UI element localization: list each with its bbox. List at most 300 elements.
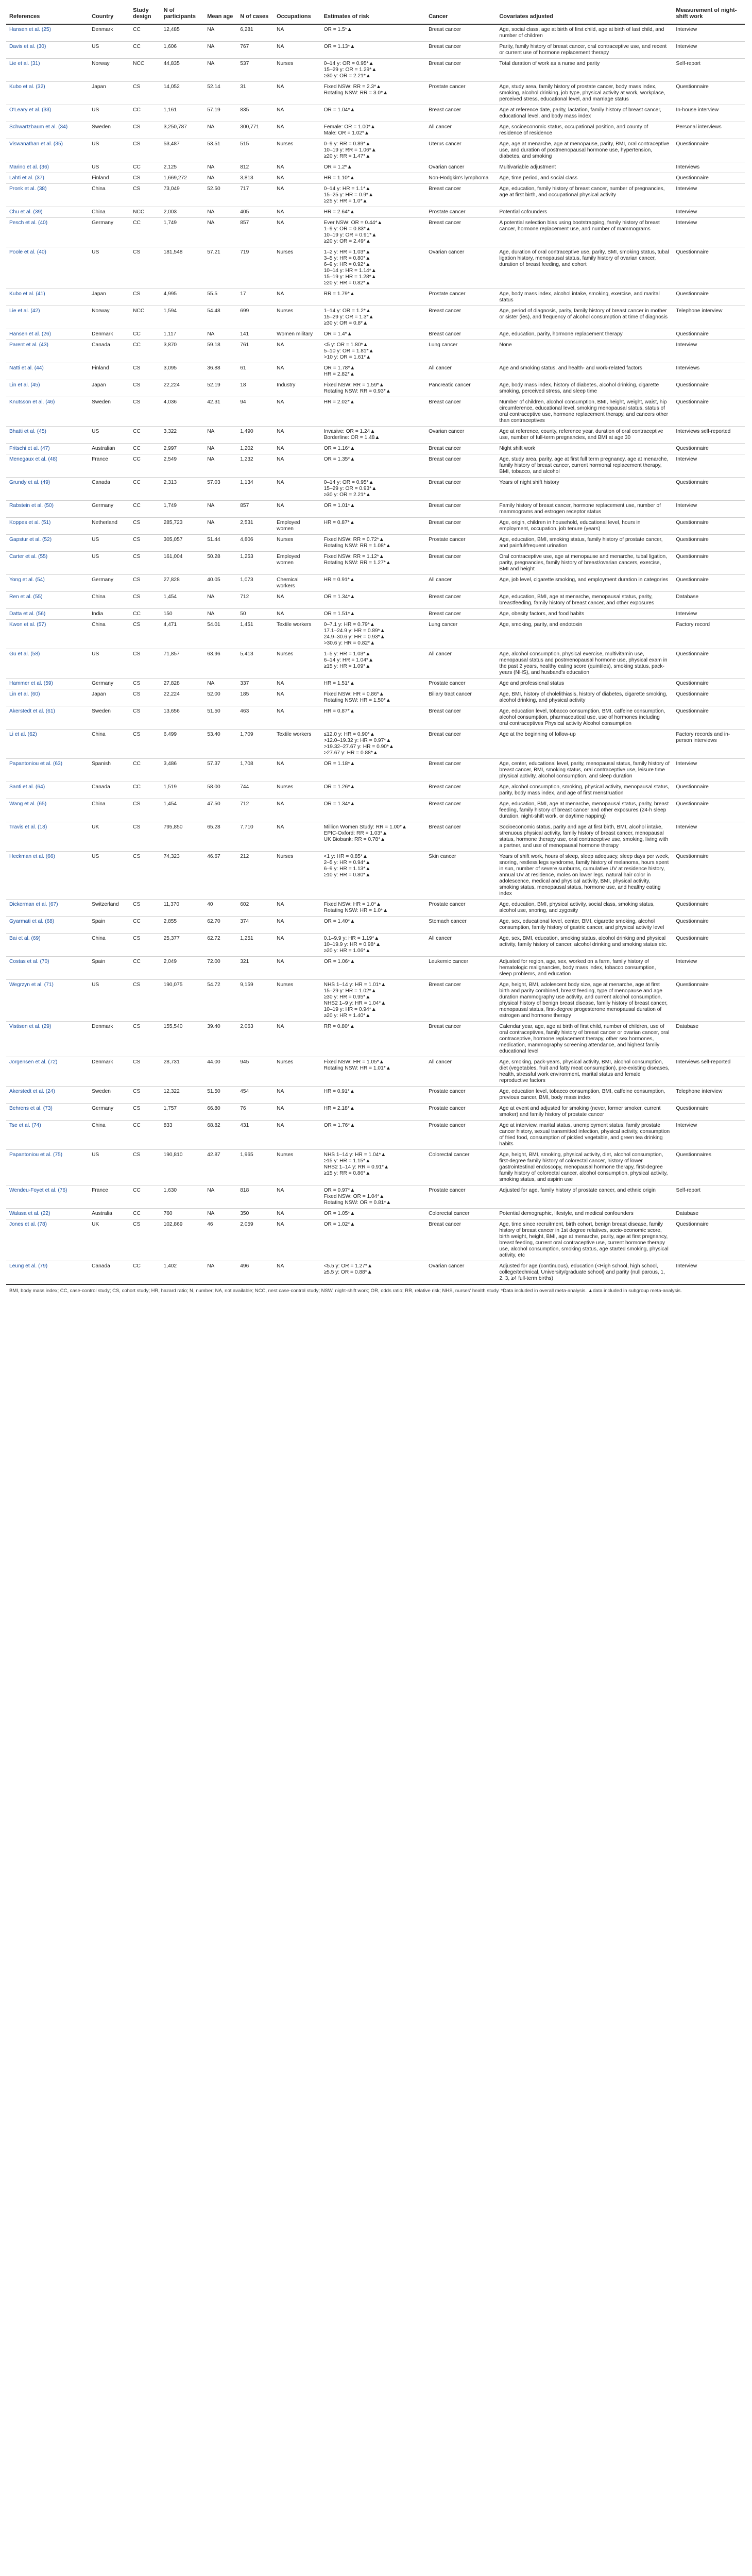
cell-reference[interactable]: Pronk et al. (38) bbox=[6, 184, 89, 207]
cell-occupation: Chemical workers bbox=[274, 575, 320, 592]
cell-reference[interactable]: Lin et al. (60) bbox=[6, 689, 89, 706]
cell-participants: 3,095 bbox=[161, 363, 204, 380]
cell-mean-age: 39.40 bbox=[204, 1022, 237, 1057]
cell-cases: 712 bbox=[237, 592, 274, 609]
cell-estimates: 1–14 y: OR = 1.2*▲ 15–29 y: OR = 1.3*▲ ≥30 y: OR = 0.8*▲ bbox=[321, 306, 426, 329]
cell-reference[interactable]: Viswanathan et al. (35) bbox=[6, 139, 89, 162]
cell-reference[interactable]: Wendeu-Foyet et al. (76) bbox=[6, 1185, 89, 1209]
cell-country: UK bbox=[89, 1219, 130, 1261]
cell-participants: 27,828 bbox=[161, 679, 204, 689]
cell-reference[interactable]: Lin et al. (45) bbox=[6, 380, 89, 397]
cell-participants: 1,630 bbox=[161, 1185, 204, 1209]
cell-reference[interactable]: Poole et al. (40) bbox=[6, 247, 89, 289]
cell-country: Sweden bbox=[89, 706, 130, 730]
cell-covariates: Number of children, alcohol consumption, BMI, height, weight, waist, hip circumference, educational level, smoking menopausal status, status of oral contraceptive use, hormone replacement therapy, and cancers other than contraceptives bbox=[496, 397, 673, 427]
cell-participants: 27,828 bbox=[161, 575, 204, 592]
cell-measurement: Interview bbox=[673, 1121, 745, 1150]
cell-participants: 1,606 bbox=[161, 42, 204, 59]
cell-study-design: CS bbox=[130, 380, 160, 397]
cell-reference[interactable]: Papantoniou et al. (63) bbox=[6, 759, 89, 782]
cell-country: Spain bbox=[89, 957, 130, 980]
cell-mean-age: 62.70 bbox=[204, 917, 237, 934]
cell-cases: 1,073 bbox=[237, 575, 274, 592]
cell-mean-age: NA bbox=[204, 24, 237, 42]
cell-reference[interactable]: Marino et al. (36) bbox=[6, 162, 89, 173]
cell-participants: 53,487 bbox=[161, 139, 204, 162]
cell-reference[interactable]: Wang et al. (65) bbox=[6, 799, 89, 822]
cell-cases: 537 bbox=[237, 59, 274, 82]
cell-study-design: CC bbox=[130, 218, 160, 247]
cell-reference[interactable]: Rabstein et al. (50) bbox=[6, 501, 89, 518]
table-row bbox=[6, 1022, 745, 1057]
cell-mean-age: 52.00 bbox=[204, 689, 237, 706]
cell-country: Sweden bbox=[89, 1087, 130, 1104]
table-row bbox=[6, 184, 745, 207]
cell-occupation: NA bbox=[274, 444, 320, 454]
cell-reference[interactable]: Bai et al. (69) bbox=[6, 934, 89, 957]
cell-occupation: NA bbox=[274, 289, 320, 306]
cell-measurement: Personal interviews bbox=[673, 122, 745, 139]
cell-study-design: CC bbox=[130, 340, 160, 363]
table-row bbox=[6, 289, 745, 306]
cell-study-design: CS bbox=[130, 822, 160, 852]
cell-reference[interactable]: Jorgensen et al. (72) bbox=[6, 1057, 89, 1087]
cell-mean-age: NA bbox=[204, 1261, 237, 1284]
cell-mean-age: 36.88 bbox=[204, 363, 237, 380]
cell-occupation: NA bbox=[274, 42, 320, 59]
cell-reference[interactable]: Hammer et al. (59) bbox=[6, 679, 89, 689]
cell-cancer: Breast cancer bbox=[425, 822, 496, 852]
cell-cases: 337 bbox=[237, 679, 274, 689]
cell-country: Netherland bbox=[89, 518, 130, 535]
cell-participants: 1,757 bbox=[161, 1104, 204, 1121]
table-row bbox=[6, 122, 745, 139]
cell-participants: 22,224 bbox=[161, 380, 204, 397]
cell-reference[interactable]: Parent et al. (43) bbox=[6, 340, 89, 363]
cell-reference[interactable]: Dickerman et al. (67) bbox=[6, 900, 89, 917]
cell-reference[interactable]: Carter et al. (55) bbox=[6, 552, 89, 575]
cell-covariates: Age, sex, educational level, center, BMI, cigarette smoking, alcohol consumption, family history of gastric cancer, and physical activity level bbox=[496, 917, 673, 934]
cell-covariates: A potential selection bias using bootstrapping, family history of breast cancer, hormone replacement use, and number of mammograms bbox=[496, 218, 673, 247]
cell-occupation: Women military bbox=[274, 329, 320, 340]
cell-cases: 1,232 bbox=[237, 454, 274, 478]
cell-measurement: Interview bbox=[673, 218, 745, 247]
cell-mean-age: NA bbox=[204, 1185, 237, 1209]
cell-estimates: OR = 1.02*▲ bbox=[321, 1219, 426, 1261]
cell-estimates: HR = 1.51*▲ bbox=[321, 679, 426, 689]
cell-measurement: Questionnaire bbox=[673, 444, 745, 454]
cell-participants: 4,995 bbox=[161, 289, 204, 306]
cell-cancer: All cancer bbox=[425, 575, 496, 592]
cell-country: Finland bbox=[89, 173, 130, 184]
cell-participants: 1,161 bbox=[161, 105, 204, 122]
cell-reference[interactable]: Chu et al. (39) bbox=[6, 207, 89, 218]
cell-cancer: Leukemic cancer bbox=[425, 957, 496, 980]
cell-occupation: NA bbox=[274, 917, 320, 934]
cell-country: Denmark bbox=[89, 24, 130, 42]
cell-estimates: OR = 1.13*▲ bbox=[321, 42, 426, 59]
cell-reference[interactable]: Menegaux et al. (48) bbox=[6, 454, 89, 478]
cell-reference[interactable]: Akerstedt et al. (61) bbox=[6, 706, 89, 730]
cell-measurement: Questionnaire bbox=[673, 799, 745, 822]
cell-covariates: Age, period of diagnosis, parity, family history of breast cancer in mother or sister (ies), and frequency of alcohol consumption at time of diagnosis bbox=[496, 306, 673, 329]
cell-study-design: CS bbox=[130, 689, 160, 706]
cell-reference[interactable]: Wegrzyn et al. (71) bbox=[6, 980, 89, 1022]
cell-country: US bbox=[89, 852, 130, 900]
cell-reference[interactable]: Kubo et al. (41) bbox=[6, 289, 89, 306]
table-row bbox=[6, 799, 745, 822]
cell-mean-age: NA bbox=[204, 207, 237, 218]
cell-study-design: CS bbox=[130, 518, 160, 535]
cell-reference[interactable]: Yong et al. (54) bbox=[6, 575, 89, 592]
cell-measurement: Interview bbox=[673, 501, 745, 518]
cell-covariates: Age, center, educational level, parity, menopausal status, family history of breast cancer, BMI, smoking status, oral contraceptive use, leisure time physical activity, alcohol consumption, and sleep duration bbox=[496, 759, 673, 782]
cell-mean-age: 62.72 bbox=[204, 934, 237, 957]
cell-mean-age: 55.5 bbox=[204, 289, 237, 306]
cell-mean-age: NA bbox=[204, 218, 237, 247]
cell-reference[interactable]: O'Leary et al. (33) bbox=[6, 105, 89, 122]
cell-mean-age: 57.37 bbox=[204, 759, 237, 782]
cell-measurement: Self-report bbox=[673, 59, 745, 82]
cell-occupation: NA bbox=[274, 679, 320, 689]
cell-participants: 760 bbox=[161, 1209, 204, 1219]
cell-reference[interactable]: Datta et al. (56) bbox=[6, 609, 89, 620]
cell-measurement: Questionnaire bbox=[673, 82, 745, 105]
cell-participants: 3,322 bbox=[161, 427, 204, 444]
cell-cancer: Breast cancer bbox=[425, 782, 496, 799]
cell-occupation: NA bbox=[274, 706, 320, 730]
cell-reference[interactable]: Lahti et al. (37) bbox=[6, 173, 89, 184]
cell-measurement: Questionnaire bbox=[673, 289, 745, 306]
cell-mean-age: 51.50 bbox=[204, 1087, 237, 1104]
cell-covariates: Age, body mass index, history of diabetes, alcohol drinking, cigarette smoking, perceived stress, and sleep time bbox=[496, 380, 673, 397]
table-row bbox=[6, 552, 745, 575]
table-row bbox=[6, 620, 745, 649]
cell-occupation: Employed women bbox=[274, 518, 320, 535]
cell-measurement: Database bbox=[673, 1022, 745, 1057]
header-country: Country bbox=[89, 4, 130, 24]
cell-cancer: Breast cancer bbox=[425, 478, 496, 501]
cell-occupation: NA bbox=[274, 1087, 320, 1104]
cell-estimates: Fixed NSW: RR = 0.72*▲ Rotating NSW: RR = 1.08*▲ bbox=[321, 535, 426, 552]
cell-cancer: Prostate cancer bbox=[425, 900, 496, 917]
cell-reference[interactable]: Fritschi et al. (47) bbox=[6, 444, 89, 454]
cell-reference[interactable]: Leung et al. (79) bbox=[6, 1261, 89, 1284]
cell-cancer: Breast cancer bbox=[425, 454, 496, 478]
cell-reference[interactable]: Ren et al. (55) bbox=[6, 592, 89, 609]
cell-estimates: HR = 2.18*▲ bbox=[321, 1104, 426, 1121]
cell-country: UK bbox=[89, 822, 130, 852]
cell-cases: 405 bbox=[237, 207, 274, 218]
cell-estimates: 0–9 y: RR = 0.89*▲ 10–19 y: RR = 1.06*▲ ≥20 y: RR = 1.47*▲ bbox=[321, 139, 426, 162]
cell-cases: 2,063 bbox=[237, 1022, 274, 1057]
cell-cancer: Ovarian cancer bbox=[425, 162, 496, 173]
cell-measurement: Questionnaire bbox=[673, 329, 745, 340]
cell-measurement: Questionnaires bbox=[673, 1150, 745, 1185]
cell-country: Japan bbox=[89, 689, 130, 706]
cell-measurement: Questionnaire bbox=[673, 1104, 745, 1121]
cell-measurement: Interview bbox=[673, 609, 745, 620]
cell-cancer: All cancer bbox=[425, 122, 496, 139]
cell-reference[interactable]: Schwartzbaum et al. (34) bbox=[6, 122, 89, 139]
table-row bbox=[6, 59, 745, 82]
cell-mean-age: NA bbox=[204, 679, 237, 689]
cell-measurement: Interview bbox=[673, 822, 745, 852]
cell-covariates: Age, height, BMI, adolescent body size, age at menarche, age at first birth and parity combined, breast feeding, type of menopause and age duration mammography use activity, and current alcohol consumption, physical history of benign breast disease, family history of breast cancer, menopausal status, first-degree progesterone menopausal duration of estrogen and hormone therapy bbox=[496, 980, 673, 1022]
cell-mean-age: 57.03 bbox=[204, 478, 237, 501]
table-row bbox=[6, 689, 745, 706]
cell-covariates: Age at reference, county, reference year, duration of oral contraceptive use, number of full-term pregnancies, and BMI at age 30 bbox=[496, 427, 673, 444]
cell-country: Australia bbox=[89, 1209, 130, 1219]
cell-cancer: Breast cancer bbox=[425, 799, 496, 822]
cell-cases: 515 bbox=[237, 139, 274, 162]
cell-reference[interactable]: Knutsson et al. (46) bbox=[6, 397, 89, 427]
cell-measurement: Telephone interview bbox=[673, 1087, 745, 1104]
cell-study-design: CC bbox=[130, 501, 160, 518]
cell-reference[interactable]: Lie et al. (42) bbox=[6, 306, 89, 329]
cell-reference[interactable]: Gu et al. (58) bbox=[6, 649, 89, 679]
cell-cancer: Breast cancer bbox=[425, 306, 496, 329]
cell-cancer: Breast cancer bbox=[425, 609, 496, 620]
cell-reference[interactable]: Costas et al. (70) bbox=[6, 957, 89, 980]
cell-cases: 50 bbox=[237, 609, 274, 620]
cell-country: US bbox=[89, 552, 130, 575]
cell-occupation: NA bbox=[274, 689, 320, 706]
cell-occupation: NA bbox=[274, 207, 320, 218]
cell-measurement: Questionnaire bbox=[673, 1219, 745, 1261]
cell-cases: 76 bbox=[237, 1104, 274, 1121]
cell-reference[interactable]: Kubo et al. (32) bbox=[6, 82, 89, 105]
cell-participants: 2,313 bbox=[161, 478, 204, 501]
cell-reference[interactable]: Li et al. (62) bbox=[6, 730, 89, 759]
cell-cancer: Breast cancer bbox=[425, 980, 496, 1022]
cell-reference[interactable]: Grundy et al. (49) bbox=[6, 478, 89, 501]
cell-estimates: OR = 1.76*▲ bbox=[321, 1121, 426, 1150]
cell-country: Canada bbox=[89, 340, 130, 363]
cell-cancer: Pancreatic cancer bbox=[425, 380, 496, 397]
cell-reference[interactable]: Akerstedt et al. (24) bbox=[6, 1087, 89, 1104]
cell-study-design: CS bbox=[130, 900, 160, 917]
cell-covariates: Age, social class, age at birth of first child, age at birth of last child, and number of children bbox=[496, 24, 673, 42]
cell-reference[interactable]: Bhatti et al. (45) bbox=[6, 427, 89, 444]
cell-study-design: CS bbox=[130, 679, 160, 689]
cell-estimates: OR = 1.78*▲ HR = 2.82*▲ bbox=[321, 363, 426, 380]
cell-reference[interactable]: Gyarmati et al. (68) bbox=[6, 917, 89, 934]
cell-occupation: NA bbox=[274, 592, 320, 609]
cell-estimates: OR = 1.01*▲ bbox=[321, 501, 426, 518]
cell-occupation: NA bbox=[274, 501, 320, 518]
cell-cases: 94 bbox=[237, 397, 274, 427]
table-row bbox=[6, 730, 745, 759]
table-row bbox=[6, 397, 745, 427]
cell-participants: 1,454 bbox=[161, 592, 204, 609]
cell-estimates: NHS 1–14 y: HR = 1.04*▲ ≥15 y: HR = 1.15*▲ NHS2 1–14 y: RR = 0.91*▲ ≥15 y: RR = 0.86*▲ bbox=[321, 1150, 426, 1185]
table-row bbox=[6, 454, 745, 478]
cell-occupation: NA bbox=[274, 799, 320, 822]
cell-reference[interactable]: Kwon et al. (57) bbox=[6, 620, 89, 649]
cell-cases: 3,813 bbox=[237, 173, 274, 184]
cell-mean-age: 42.31 bbox=[204, 397, 237, 427]
cell-measurement: Questionnaire bbox=[673, 139, 745, 162]
table-row bbox=[6, 679, 745, 689]
cell-mean-age: 63.96 bbox=[204, 649, 237, 679]
cell-reference[interactable]: Heckman et al. (66) bbox=[6, 852, 89, 900]
table-row bbox=[6, 363, 745, 380]
cell-cases: 6,281 bbox=[237, 24, 274, 42]
cell-country: Japan bbox=[89, 82, 130, 105]
cell-estimates: OR = 1.5*▲ bbox=[321, 24, 426, 42]
table-row bbox=[6, 329, 745, 340]
cell-mean-age: 68.82 bbox=[204, 1121, 237, 1150]
table-row bbox=[6, 1087, 745, 1104]
table-row bbox=[6, 957, 745, 980]
cell-study-design: CS bbox=[130, 852, 160, 900]
cell-reference[interactable]: Hansen et al. (25) bbox=[6, 24, 89, 42]
cell-mean-age: 54.72 bbox=[204, 980, 237, 1022]
cell-estimates: Invasive: OR = 1.24▲ Borderline: OR = 1.48▲ bbox=[321, 427, 426, 444]
cell-cases: 321 bbox=[237, 957, 274, 980]
cell-reference[interactable]: Natti et al. (44) bbox=[6, 363, 89, 380]
cell-cancer: Breast cancer bbox=[425, 42, 496, 59]
cell-reference[interactable]: Walasa et al. (22) bbox=[6, 1209, 89, 1219]
cell-covariates: Years of night shift history bbox=[496, 478, 673, 501]
cell-covariates: Years of shift work, hours of sleep, sleep adequacy, sleep days per week, snoring, restless legs syndrome, family history of melanoma, hours spent in sun, number of severe sunburns, cumulative UV at residence history, annual UV at residence, moles on lower legs, natural hair color in adolescence, medical and physical activity, BMI, physical activity, smoking status, menopausal status, hormone use, and healthy eating index bbox=[496, 852, 673, 900]
cell-estimates: 0.1–9.9 y: HR = 1.19*▲ 10–19.9 y: HR = 0.98*▲ ≥20 y: HR = 1.06*▲ bbox=[321, 934, 426, 957]
cell-covariates: Age at the beginning of follow-up bbox=[496, 730, 673, 759]
table-row bbox=[6, 1104, 745, 1121]
cell-measurement: Questionnaire bbox=[673, 518, 745, 535]
cell-reference[interactable]: Behrens et al. (73) bbox=[6, 1104, 89, 1121]
header-n-cases: N of cases bbox=[237, 4, 274, 24]
cell-estimates: Fixed NSW: RR = 1.12*▲ Rotating NSW: RR = 1.27*▲ bbox=[321, 552, 426, 575]
cell-mean-age: 53.51 bbox=[204, 139, 237, 162]
cell-reference[interactable]: Vistisen et al. (29) bbox=[6, 1022, 89, 1057]
cell-measurement: Interviews bbox=[673, 162, 745, 173]
cell-reference[interactable]: Santi et al. (64) bbox=[6, 782, 89, 799]
cell-country: France bbox=[89, 1185, 130, 1209]
cell-mean-age: 66.80 bbox=[204, 1104, 237, 1121]
cell-reference[interactable]: Travis et al. (18) bbox=[6, 822, 89, 852]
cell-covariates: Age at event and adjusted for smoking (never, former smoker, current smoker) and family history of prostate cancer bbox=[496, 1104, 673, 1121]
cell-measurement: Database bbox=[673, 1209, 745, 1219]
cell-cancer: All cancer bbox=[425, 363, 496, 380]
cell-study-design: CC bbox=[130, 917, 160, 934]
table-row bbox=[6, 478, 745, 501]
cell-occupation: Nurses bbox=[274, 980, 320, 1022]
cell-covariates: Age, study area, family history of prostate cancer, body mass index, smoking, alcohol drinking, job type, physical activity at work, workplace, perceived stress, educational level, and marriage status bbox=[496, 82, 673, 105]
cell-estimates: OR = 1.4*▲ bbox=[321, 329, 426, 340]
header-cancer: Cancer bbox=[425, 4, 496, 24]
table-row bbox=[6, 592, 745, 609]
cell-participants: 305,057 bbox=[161, 535, 204, 552]
cell-participants: 73,049 bbox=[161, 184, 204, 207]
cell-cancer: Breast cancer bbox=[425, 444, 496, 454]
cell-reference[interactable]: Koppes et al. (51) bbox=[6, 518, 89, 535]
cell-participants: 4,471 bbox=[161, 620, 204, 649]
cell-reference[interactable]: Hansen et al. (26) bbox=[6, 329, 89, 340]
cell-participants: 1,454 bbox=[161, 799, 204, 822]
header-estimates-of-risk: Estimates of risk bbox=[321, 4, 426, 24]
cell-cases: 717 bbox=[237, 184, 274, 207]
cell-measurement: Self-report bbox=[673, 1185, 745, 1209]
header-covariates-adjusted: Covariates adjusted bbox=[496, 4, 673, 24]
cell-country: US bbox=[89, 139, 130, 162]
cell-mean-age: 52.50 bbox=[204, 184, 237, 207]
cell-cancer: Prostate cancer bbox=[425, 82, 496, 105]
cell-cases: 7,710 bbox=[237, 822, 274, 852]
cell-cases: 374 bbox=[237, 917, 274, 934]
studies-table bbox=[6, 4, 745, 1284]
cell-covariates: Age, education, family history of breast cancer, number of pregnancies, age at first birth, and occupational physical activity bbox=[496, 184, 673, 207]
cell-mean-age: 54.48 bbox=[204, 306, 237, 329]
cell-participants: 3,250,787 bbox=[161, 122, 204, 139]
cell-measurement: Questionnaire bbox=[673, 900, 745, 917]
cell-cases: 350 bbox=[237, 1209, 274, 1219]
cell-country: Denmark bbox=[89, 1022, 130, 1057]
cell-study-design: CS bbox=[130, 363, 160, 380]
cell-estimates: OR = 0.97*▲ Fixed NSW: OR = 1.04*▲ Rotating NSW: OR = 0.81*▲ bbox=[321, 1185, 426, 1209]
cell-cancer: Prostate cancer bbox=[425, 679, 496, 689]
table-row bbox=[6, 575, 745, 592]
cell-cases: 9,159 bbox=[237, 980, 274, 1022]
cell-reference[interactable]: Papantoniou et al. (75) bbox=[6, 1150, 89, 1185]
cell-measurement: Interviews self-reported bbox=[673, 427, 745, 444]
cell-cancer: Breast cancer bbox=[425, 397, 496, 427]
cell-mean-age: NA bbox=[204, 454, 237, 478]
cell-occupation: Nurses bbox=[274, 852, 320, 900]
cell-measurement: Interview bbox=[673, 759, 745, 782]
cell-covariates: Age, smoking, parity, and endotoxin bbox=[496, 620, 673, 649]
cell-cases: 1,251 bbox=[237, 934, 274, 957]
cell-cancer: Breast cancer bbox=[425, 105, 496, 122]
cell-reference[interactable]: Gapstur et al. (52) bbox=[6, 535, 89, 552]
cell-reference[interactable]: Jones et al. (78) bbox=[6, 1219, 89, 1261]
cell-reference[interactable]: Tse et al. (74) bbox=[6, 1121, 89, 1150]
cell-covariates: Age, origin, children in household, educational level, hours in employment, occupation, job tenure (years) bbox=[496, 518, 673, 535]
cell-cases: 945 bbox=[237, 1057, 274, 1087]
cell-cases: 857 bbox=[237, 218, 274, 247]
cell-mean-age: 57.21 bbox=[204, 247, 237, 289]
cell-cases: 5,413 bbox=[237, 649, 274, 679]
cell-mean-age: NA bbox=[204, 609, 237, 620]
cell-mean-age: NA bbox=[204, 427, 237, 444]
cell-mean-age: 53.40 bbox=[204, 730, 237, 759]
cell-participants: 2,003 bbox=[161, 207, 204, 218]
cell-reference[interactable]: Lie et al. (31) bbox=[6, 59, 89, 82]
cell-study-design: CS bbox=[130, 649, 160, 679]
table-row bbox=[6, 852, 745, 900]
cell-covariates: Age, body mass index, alcohol intake, smoking, exercise, and marital status bbox=[496, 289, 673, 306]
cell-covariates: Adjusted for age, family history of prostate cancer, and ethnic origin bbox=[496, 1185, 673, 1209]
cell-measurement: Questionnaire bbox=[673, 575, 745, 592]
cell-covariates: Calendar year, age, age at birth of first child, number of children, use of oral contraceptives, family history of breast cancer or ovarian cancer, oral contraceptive, hormone replacement therapy, other sex hormones, medication, mammography screening attendance, and highest family educational level bbox=[496, 1022, 673, 1057]
cell-occupation: NA bbox=[274, 957, 320, 980]
cell-country: Denmark bbox=[89, 1057, 130, 1087]
cell-occupation: NA bbox=[274, 427, 320, 444]
cell-estimates: ≤12.0 y: HR = 0.90*▲ >12.0–19.32 y: HR = 0.97*▲ >19.32–27.67 y: HR = 0.90*▲ >27.67 y: HR = 0.88*▲ bbox=[321, 730, 426, 759]
cell-estimates: Ever NSW: OR = 0.44*▲ 1–9 y: OR = 0.83*▲ 10–19 y: OR = 0.91*▲ ≥20 y: OR = 2.49*▲ bbox=[321, 218, 426, 247]
cell-occupation: NA bbox=[274, 1022, 320, 1057]
table-row bbox=[6, 139, 745, 162]
table-row bbox=[6, 24, 745, 42]
cell-measurement: Questionnaire bbox=[673, 679, 745, 689]
cell-measurement: Factory records and in-person interviews bbox=[673, 730, 745, 759]
cell-country: Norway bbox=[89, 59, 130, 82]
cell-mean-age: NA bbox=[204, 173, 237, 184]
cell-participants: 1,117 bbox=[161, 329, 204, 340]
cell-reference[interactable]: Pesch et al. (40) bbox=[6, 218, 89, 247]
cell-reference[interactable]: Davis et al. (30) bbox=[6, 42, 89, 59]
